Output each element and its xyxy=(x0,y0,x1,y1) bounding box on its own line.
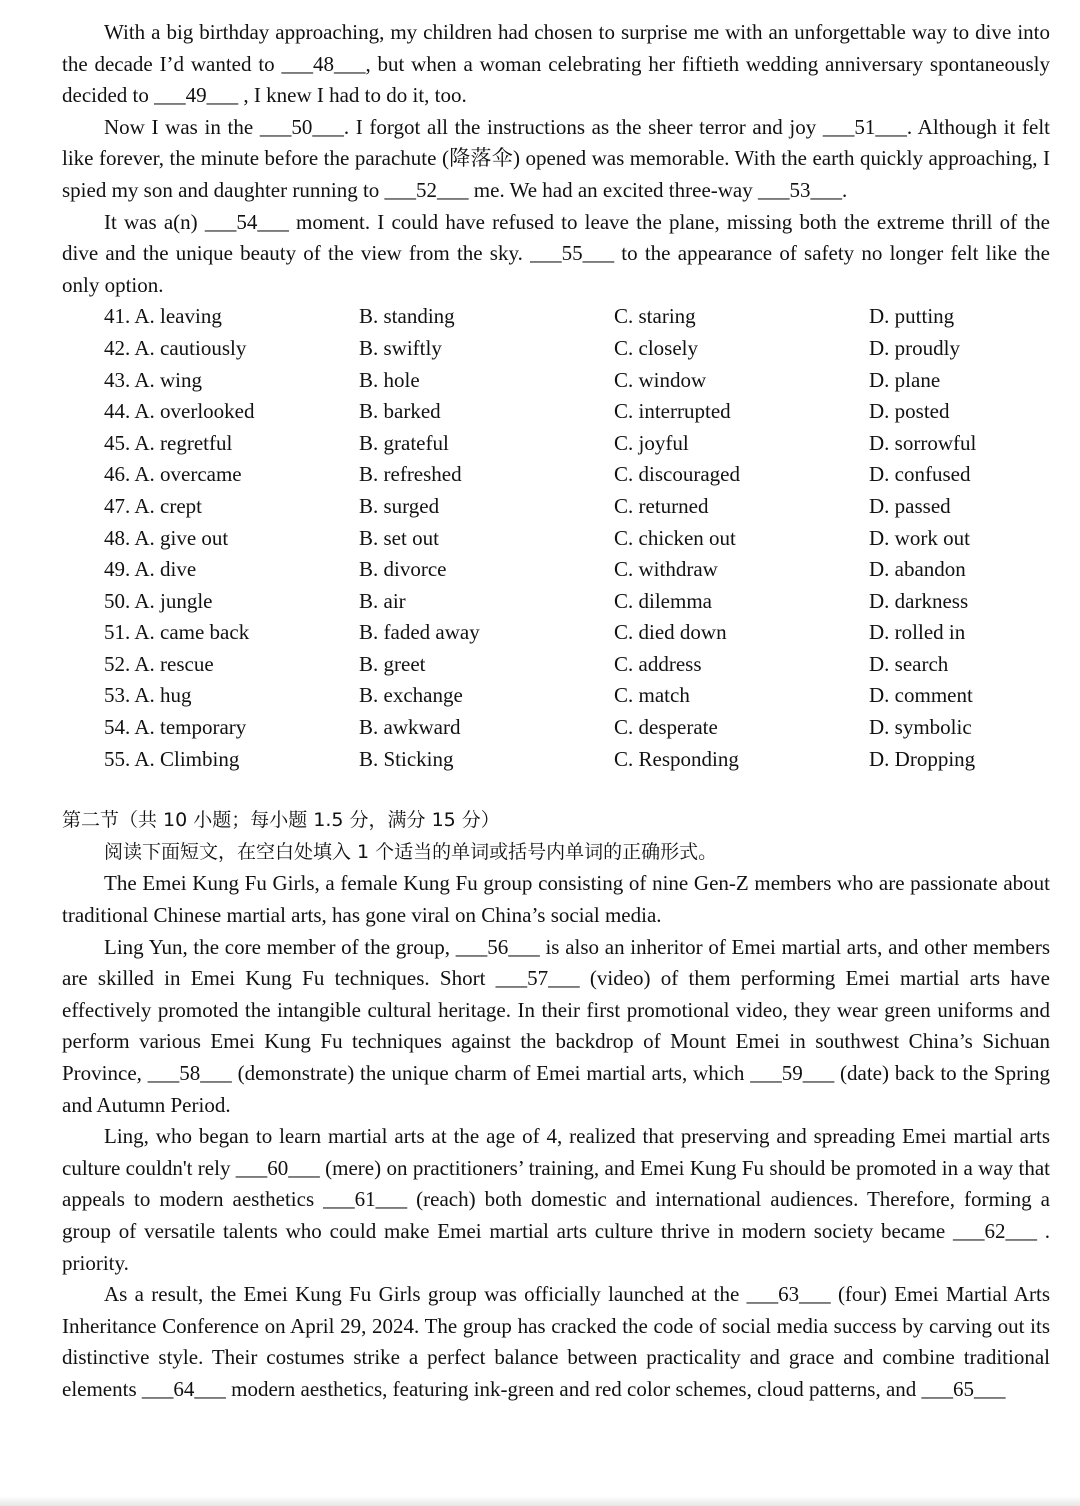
page-bottom-edge xyxy=(0,1496,1080,1506)
option-a: 48. A. give out xyxy=(104,525,229,550)
option-b: B. greet xyxy=(359,651,426,676)
question-row xyxy=(62,333,1050,365)
option-a: 45. A. regretful xyxy=(104,430,233,455)
question-row xyxy=(62,744,1050,776)
option-d: D. darkness xyxy=(869,588,969,613)
section-heading: 第二节（共 10 小题；每小题 1.5 分，满分 15 分） xyxy=(62,809,500,832)
question-row xyxy=(62,491,1050,523)
question-row xyxy=(62,554,1050,586)
answer-options xyxy=(62,301,1050,775)
option-b: B. hole xyxy=(359,367,420,392)
option-d: D. symbolic xyxy=(869,715,972,740)
option-d: D. passed xyxy=(869,493,951,518)
option-a: 52. A. rescue xyxy=(104,651,214,676)
question-row xyxy=(62,712,1050,744)
option-c: C. closely xyxy=(614,335,698,360)
option-a: 49. A. dive xyxy=(104,557,197,582)
option-b: B. grateful xyxy=(359,430,449,455)
question-row xyxy=(62,523,1050,555)
cloze-passage xyxy=(62,17,1050,301)
question-row xyxy=(62,301,1050,333)
option-b: B. awkward xyxy=(359,715,461,740)
option-a: 41. A. leaving xyxy=(104,304,222,329)
option-a: 55. A. Climbing xyxy=(104,746,240,771)
option-d: D. putting xyxy=(869,304,955,329)
option-d: D. abandon xyxy=(869,557,966,582)
option-d: D. confused xyxy=(869,462,971,487)
option-b: B. barked xyxy=(359,399,441,424)
option-a: 46. A. overcame xyxy=(104,462,242,487)
grammar-fill-section xyxy=(62,805,1050,1405)
option-a: 54. A. temporary xyxy=(104,715,247,740)
option-c: C. joyful xyxy=(614,430,689,455)
option-a: 43. A. wing xyxy=(104,367,203,392)
option-b: B. set out xyxy=(359,525,439,550)
option-c: C. dilemma xyxy=(614,588,712,613)
passage-paragraph: As a result, the Emei Kung Fu Girls group was officially launched at the ___63___ (four) Emei Martial Arts Inheritance Conference on April 29, 2024. The group has cracked the code of social media success by carving out its distinctive style. Their costumes strike a perfect balance between practicality and grace and combine traditional elements ___64___ modern aesthetics, featuring ink-green and red color schemes, cloud patterns, and ___65___ xyxy=(62,1282,1050,1401)
option-d: D. sorrowful xyxy=(869,430,977,455)
passage-paragraph: With a big birthday approaching, my children had chosen to surprise me with an unforgettable way to dive into the decade I’d wanted to ___48___, but when a woman celebrating her fiftieth wedding anniversary spontaneously decided to ___49___ , I knew I had to do it, too. xyxy=(62,20,1050,108)
option-c: C. address xyxy=(614,651,702,676)
option-c: C. chicken out xyxy=(614,525,736,550)
option-b: B. swiftly xyxy=(359,335,442,360)
passage-paragraph: It was a(n) ___54___ moment. I could have refused to leave the plane, missing both the extreme thrill of the dive and the unique beauty of the view from the sky. ___55___ to the appearance of safety no longer felt like the only option. xyxy=(62,209,1050,297)
option-c: C. staring xyxy=(614,304,696,329)
option-b: B. air xyxy=(359,588,406,613)
option-b: B. surged xyxy=(359,493,440,518)
question-row xyxy=(62,365,1050,397)
option-c: C. Responding xyxy=(614,746,739,771)
option-b: B. standing xyxy=(359,304,455,329)
option-c: C. interrupted xyxy=(614,399,731,424)
option-a: 50. A. jungle xyxy=(104,588,213,613)
option-d: D. proudly xyxy=(869,335,960,360)
option-a: 42. A. cautiously xyxy=(104,335,247,360)
option-d: D. Dropping xyxy=(869,746,976,771)
question-row xyxy=(62,617,1050,649)
option-a: 51. A. came back xyxy=(104,620,250,645)
option-d: D. plane xyxy=(869,367,941,392)
option-c: C. match xyxy=(614,683,690,708)
passage-paragraph: The Emei Kung Fu Girls, a female Kung Fu group consisting of nine Gen-Z members who are passionate about traditional Chinese martial arts, has gone viral on China’s social media. xyxy=(62,871,1050,928)
option-c: C. desperate xyxy=(614,715,718,740)
option-d: D. posted xyxy=(869,399,950,424)
question-row xyxy=(62,396,1050,428)
section-instruction: 阅读下面短文，在空白处填入 1 个适当的单词或括号内单词的正确形式。 xyxy=(104,840,718,863)
option-c: C. withdraw xyxy=(614,557,718,582)
option-c: C. died down xyxy=(614,620,727,645)
question-row xyxy=(62,428,1050,460)
option-a: 53. A. hug xyxy=(104,683,192,708)
question-row xyxy=(62,586,1050,618)
option-b: B. exchange xyxy=(359,683,463,708)
question-row xyxy=(62,680,1050,712)
option-d: D. work out xyxy=(869,525,970,550)
option-b: B. Sticking xyxy=(359,746,454,771)
option-c: C. returned xyxy=(614,493,709,518)
option-d: D. rolled in xyxy=(869,620,966,645)
option-d: D. search xyxy=(869,651,949,676)
option-b: B. refreshed xyxy=(359,462,462,487)
option-c: C. window xyxy=(614,367,707,392)
option-a: 44. A. overlooked xyxy=(104,399,255,424)
option-c: C. discouraged xyxy=(614,462,740,487)
question-row xyxy=(62,459,1050,491)
passage-paragraph: Ling Yun, the core member of the group, ___56___ is also an inheritor of Emei martial arts, and other members are skilled in Emei Kung Fu techniques. Short ___57___ (video) of them performing Emei martial arts have effectively promoted the intangible cultural heritage. In their first promotional video, they wear green uniforms and perform various Emei Kung Fu techniques against the backdrop of Mount Emei in southwest China’s Sichuan Province, ___58___ (demonstrate) the unique charm of Emei martial arts, which ___59___ (date) back to the Spring and Autumn Period. xyxy=(62,934,1050,1117)
option-b: B. faded away xyxy=(359,620,480,645)
option-b: B. divorce xyxy=(359,557,447,582)
question-row xyxy=(62,649,1050,681)
option-d: D. comment xyxy=(869,683,973,708)
option-a: 47. A. crept xyxy=(104,493,202,518)
passage-paragraph: Ling, who began to learn martial arts at the age of 4, realized that preserving and spreading Emei martial arts culture couldn't rely ___60___ (mere) on practitioners’ training, and Emei Kung Fu should be promoted in a way that appeals to modern aesthetics ___61___ (reach) both domestic and international audiences. Therefore, forming a group of versatile talents who could make Emei martial arts culture thrive in modern society became ___62___ . priority. xyxy=(62,1124,1050,1275)
passage-paragraph: Now I was in the ___50___. I forgot all the instructions as the sheer terror and joy ___51___. Although it felt like forever, the minute before the parachute (降落伞) opened was memorable. With the earth quickly approaching, I spied my son and daughter running to ___52___ me. We had an excited three-way ___53___. xyxy=(62,114,1050,202)
